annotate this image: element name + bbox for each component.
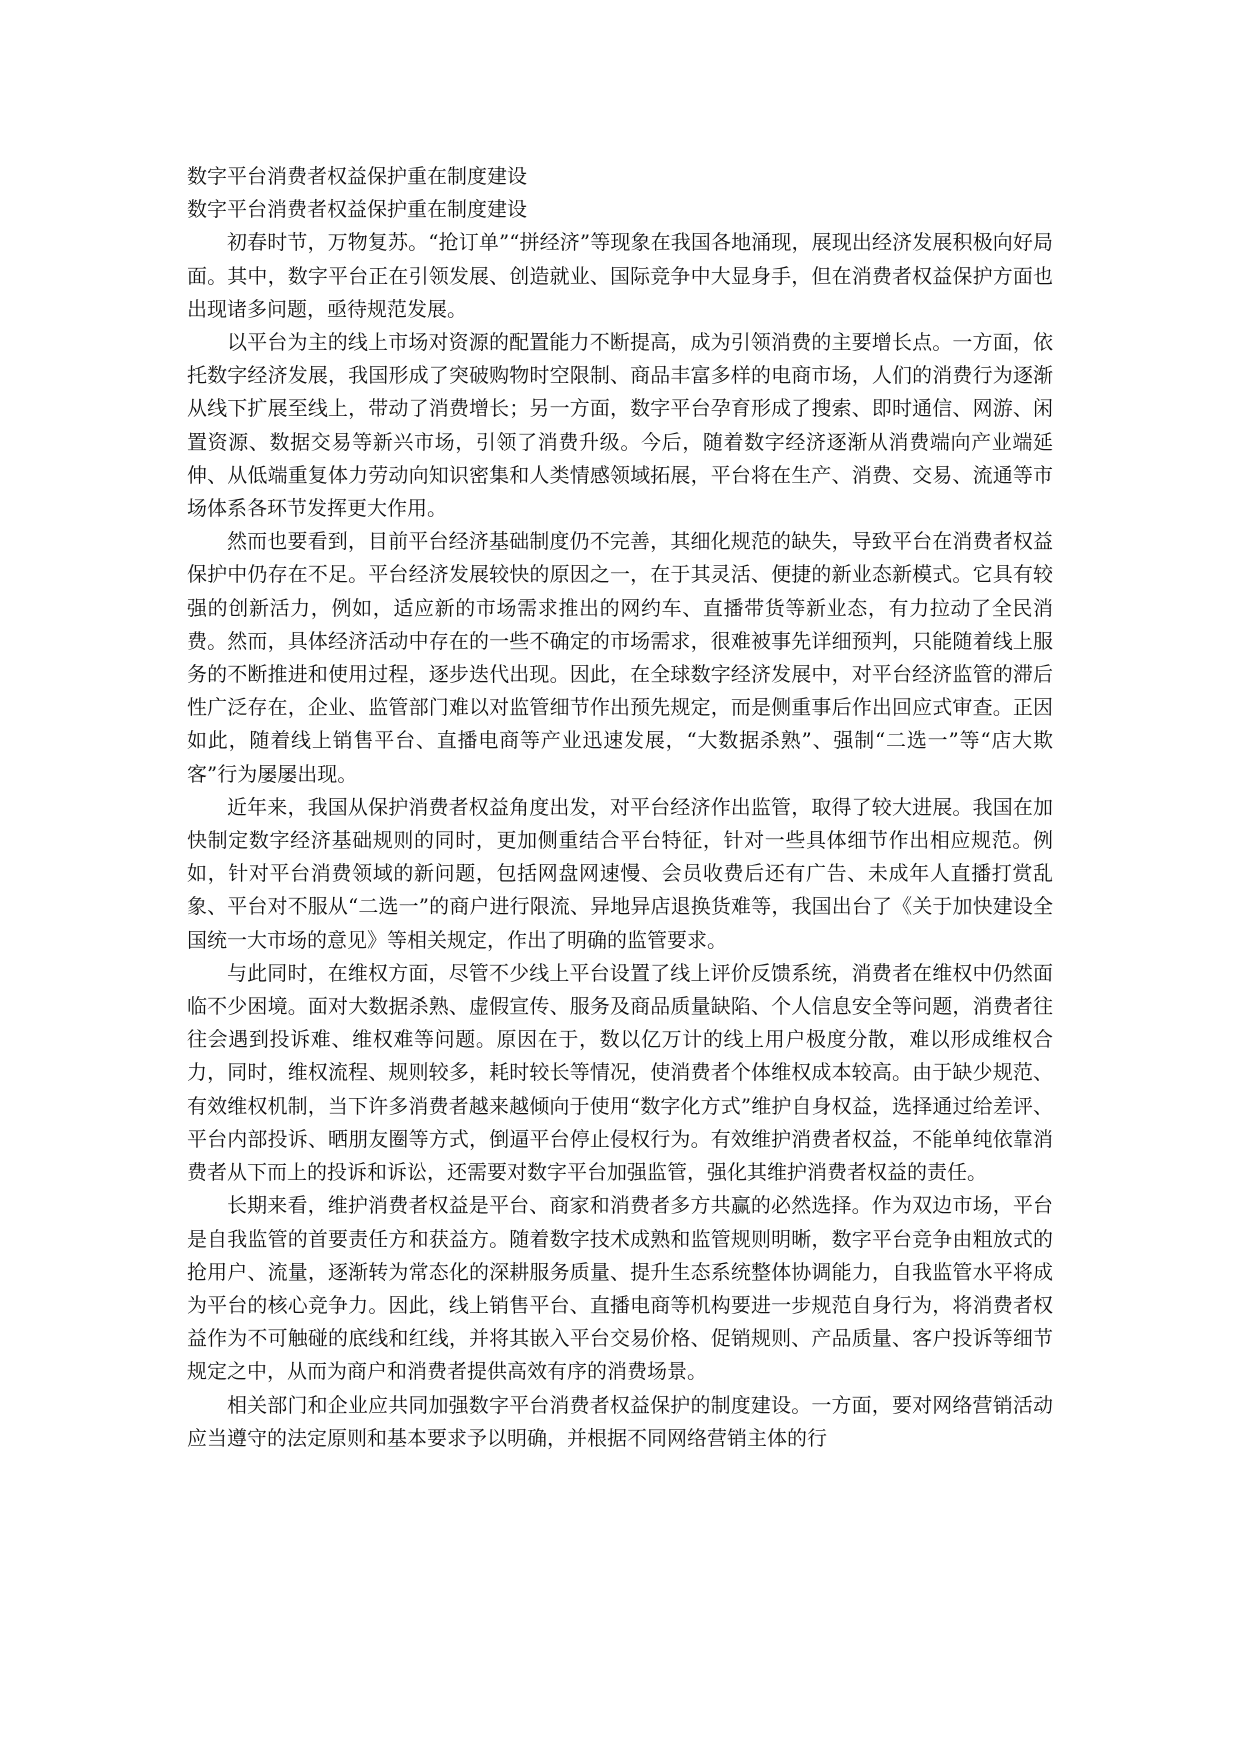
- paragraph-7: 相关部门和企业应共同加强数字平台消费者权益保护的制度建设。一方面，要对网络营销活动应当遵守的法定原则和基本要求予以明确，并根据不同网络营销主体的行: [187, 1392, 1053, 1450]
- paragraph-4: 近年来，我国从保护消费者权益角度出发，对平台经济作出监管，取得了较大进展。我国在加快制定数字经济基础规则的同时，更加侧重结合平台特征，针对一些具体细节作出相应规范。例如，针对平台消费领域的新问题，包括网盘网速慢、会员收费后还有广告、未成年人直播打赏乱象、平台对不服从“二选一”的商户进行限流、异地异店退换货难等，我国出台了《关于加快建设全国统一大市场的意见》等相关规定，作出了明确的监管要求。: [187, 794, 1053, 952]
- paragraph-6: 长期来看，维护消费者权益是平台、商家和消费者多方共赢的必然选择。作为双边市场，平台是自我监管的首要责任方和获益方。随着数字技术成熟和监管规则明晰，数字平台竞争由粗放式的抢用户、流量，逐渐转为常态化的深耕服务质量、提升生态系统整体协调能力，自我监管水平将成为平台的核心竞争力。因此，线上销售平台、直播电商等机构要进一步规范自身行为，将消费者权益作为不可触碰的底线和红线，并将其嵌入平台交易价格、促销规则、产品质量、客户投诉等细节规定之中，从而为商户和消费者提供高效有序的消费场景。: [187, 1193, 1053, 1384]
- paragraph-5: 与此同时，在维权方面，尽管不少线上平台设置了线上评价反馈系统，消费者在维权中仍然面临不少困境。面对大数据杀熟、虚假宣传、服务及商品质量缺陷、个人信息安全等问题，消费者往往会遇到投诉难、维权难等问题。原因在于，数以亿万计的线上用户极度分散，难以形成维权合力，同时，维权流程、规则较多，耗时较长等情况，使消费者个体维权成本较高。由于缺少规范、有效维权机制，当下许多消费者越来越倾向于使用“数字化方式”维护自身权益，选择通过给差评、平台内部投诉、晒朋友圈等方式，倒逼平台停止侵权行为。有效维护消费者权益，不能单纯依靠消费者从下而上的投诉和诉讼，还需要对数字平台加强监管，强化其维护消费者权益的责任。: [187, 960, 1053, 1185]
- document-title: 数字平台消费者权益保护重在制度建设: [187, 164, 527, 188]
- paragraph-1: 初春时节，万物复苏。“抢订单”“拼经济”等现象在我国各地涌现，展现出经济发展积极向好局面。其中，数字平台正在引领发展、创造就业、国际竞争中大显身手，但在消费者权益保护方面也出现诸多问题，亟待规范发展。: [187, 230, 1053, 321]
- paragraph-3: 然而也要看到，目前平台经济基础制度仍不完善，其细化规范的缺失，导致平台在消费者权益保护中仍存在不足。平台经济发展较快的原因之一，在于其灵活、便捷的新业态新模式。它具有较强的创新活力，例如，适应新的市场需求推出的网约车、直播带货等新业态，有力拉动了全民消费。然而，具体经济活动中存在的一些不确定的市场需求，很难被事先详细预判，只能随着线上服务的不断推进和使用过程，逐步迭代出现。因此，在全球数字经济发展中，对平台经济监管的滞后性广泛存在，企业、监管部门难以对监管细节作出预先规定，而是侧重事后作出回应式审查。正因如此，随着线上销售平台、直播电商等产业迅速发展，“大数据杀熟”、强制“二选一”等“店大欺客”行为屡屡出现。: [187, 529, 1053, 786]
- document-page: [187, 160, 1053, 1455]
- document-subtitle: 数字平台消费者权益保护重在制度建设: [187, 197, 527, 222]
- paragraph-2: 以平台为主的线上市场对资源的配置能力不断提高，成为引领消费的主要增长点。一方面，依托数字经济发展，我国形成了突破购物时空限制、商品丰富多样的电商市场，人们的消费行为逐渐从线下扩展至线上，带动了消费增长；另一方面，数字平台孕育形成了搜索、即时通信、网游、闲置资源、数据交易等新兴市场，引领了消费升级。今后，随着数字经济逐渐从消费端向产业端延伸、从低端重复体力劳动向知识密集和人类情感领域拓展，平台将在生产、消费、交易、流通等市场体系各环节发挥更大作用。: [187, 330, 1053, 521]
